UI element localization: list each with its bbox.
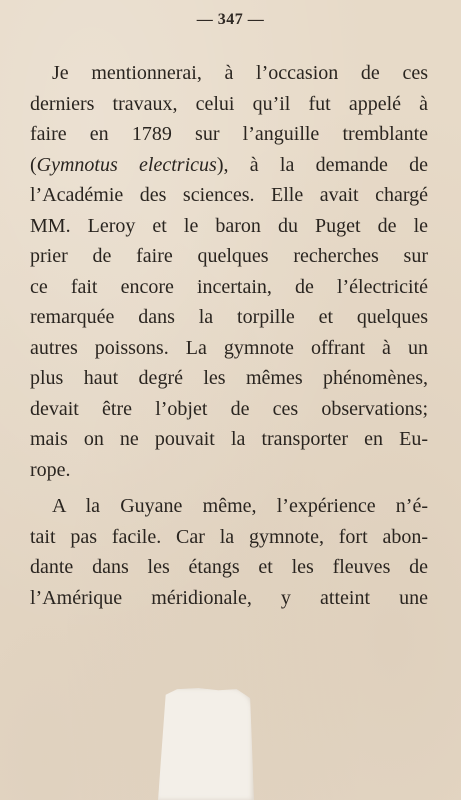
body-text (30, 58, 428, 613)
text-line: A la Guyane même, l’expérience n’é- (52, 495, 428, 517)
text-line: rope. (30, 458, 71, 481)
page-number: — 347 — (196, 11, 265, 28)
text-fragment: ), à la demande de (216, 153, 428, 176)
text-fragment: ( (30, 153, 37, 176)
text-line: ce fait encore incertain, de l’électricité (30, 275, 428, 298)
species-name: Gymnotus electricus (36, 153, 217, 176)
paragraph-2 (30, 491, 428, 613)
text-line: faire en 1789 sur l’anguille tremblante (30, 123, 428, 145)
text-line (30, 150, 428, 181)
text-line: autres poissons. La gymnote offrant à un (30, 336, 428, 359)
paper-bookmark-strip (158, 688, 254, 800)
text-line: remarquée dans la torpille et quelques (30, 306, 428, 328)
text-line: prier de faire quelques recherches sur (30, 245, 428, 267)
paragraph-1 (30, 58, 428, 485)
text-line: Je mentionnerai, à l’occasion de ces (52, 62, 428, 84)
text-line: l’Académie des sciences. Elle avait chargé (30, 184, 428, 206)
text-line: MM. Leroy et le baron du Puget de le (30, 214, 428, 237)
text-line: dante dans les étangs et les fleuves de (30, 556, 428, 578)
text-line: mais on ne pouvait la transporter en Eu- (30, 428, 428, 450)
text-line: plus haut degré les mêmes phénomènes, (30, 367, 428, 389)
text-line: derniers travaux, celui qu’il fut appelé à (30, 92, 428, 115)
text-line: tait pas facile. Car la gymnote, fort abon- (30, 525, 428, 548)
text-line: devait être l’objet de ces observations; (30, 397, 428, 420)
text-line: l’Amérique méridionale, y atteint une (30, 586, 428, 609)
